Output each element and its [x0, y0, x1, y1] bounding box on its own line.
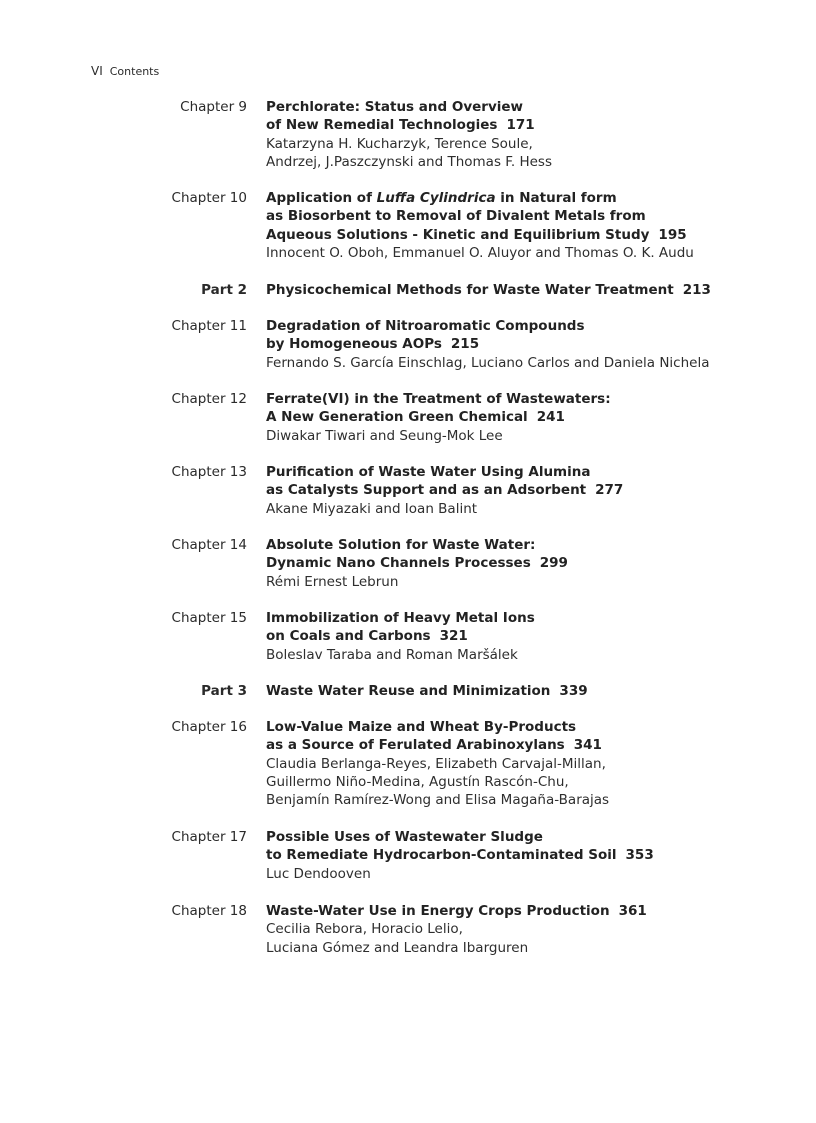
part-label: Part 3 — [201, 683, 247, 699]
part-label: Part 2 — [201, 282, 247, 298]
entry-body — [266, 682, 806, 700]
entry-body — [266, 281, 806, 299]
page-number: 321 — [439, 628, 468, 645]
chapter-title-text: on Coals and Carbons — [266, 628, 431, 645]
page-number: 353 — [625, 847, 654, 864]
chapter-title-line: Immobilization of Heavy Metal Ions — [266, 610, 535, 626]
chapter-label: Chapter 15 — [171, 610, 247, 626]
chapter-label: Chapter 16 — [171, 719, 247, 735]
chapter-authors: Fernando S. García Einschlag, Luciano Carlos and Daniela Nichela — [266, 354, 710, 371]
chapter-title-line — [266, 736, 806, 754]
chapter-title-line: Perchlorate: Status and Overview — [266, 99, 524, 115]
chapter-title-text: Waste-Water Use in Energy Crops Production — [266, 903, 610, 919]
chapter-authors: Luc Dendooven — [266, 865, 371, 882]
chapter-authors: Rémi Ernest Lebrun — [266, 573, 399, 590]
part-title-text: Physicochemical Methods for Waste Water Treatment — [266, 282, 674, 298]
toc-entry-chapter-12[interactable] — [0, 390, 816, 470]
entry-body — [266, 536, 806, 591]
chapter-authors: Boleslav Taraba and Roman Maršálek — [266, 646, 518, 663]
chapter-title-text: Dynamic Nano Channels Processes — [266, 555, 531, 572]
page-number: 215 — [450, 336, 480, 353]
page-number: 277 — [595, 482, 624, 499]
chapter-label: Chapter 12 — [171, 391, 247, 407]
chapter-title-line — [266, 116, 806, 134]
running-head — [91, 64, 159, 79]
page-number: 195 — [658, 226, 687, 243]
chapter-authors: Guillermo Niño-Medina, Agustín Rascón-Chu, — [266, 773, 569, 790]
chapter-title-text: in Natural form — [495, 190, 617, 206]
entry-body — [266, 902, 806, 957]
chapter-title-line — [266, 408, 806, 426]
page-number: 213 — [682, 282, 711, 298]
part-title-text: Waste Water Reuse and Minimization — [266, 683, 551, 699]
chapter-title-line — [266, 226, 806, 244]
toc-entry-chapter-11[interactable] — [0, 317, 816, 397]
chapter-authors: Claudia Berlanga-Reyes, Elizabeth Carvajal-Millan, — [266, 755, 606, 772]
entry-body — [266, 828, 806, 883]
chapter-title-text: Application of — [266, 190, 377, 206]
chapter-title-line — [266, 846, 806, 864]
chapter-title-text: A New Generation Green Chemical — [266, 409, 528, 426]
chapter-title-line — [266, 481, 806, 499]
part-title-line — [266, 281, 806, 299]
chapter-title-line — [266, 554, 806, 572]
entry-body — [266, 98, 806, 171]
toc-entry-chapter-15[interactable] — [0, 609, 816, 689]
chapter-title-line: Ferrate(VI) in the Treatment of Wastewaters: — [266, 391, 611, 407]
chapter-title-line: as Biosorbent to Removal of Divalent Metals from — [266, 208, 646, 225]
toc-entry-chapter-18[interactable] — [0, 902, 816, 982]
page-number: 241 — [536, 409, 565, 426]
chapter-authors: Akane Miyazaki and Ioan Balint — [266, 500, 478, 517]
entry-body — [266, 463, 806, 518]
chapter-title-text: by Homogeneous AOPs — [266, 336, 442, 353]
chapter-title-line: Low-Value Maize and Wheat By-Products — [266, 719, 577, 735]
chapter-title-text: of New Remedial Technologies — [266, 117, 498, 134]
toc-entry-chapter-9[interactable] — [0, 98, 816, 178]
chapter-label: Chapter 9 — [180, 99, 247, 115]
chapter-title-line — [266, 189, 806, 207]
chapter-title-line: Degradation of Nitroaromatic Compounds — [266, 318, 585, 334]
entry-body — [266, 609, 806, 664]
entry-body — [266, 718, 806, 809]
chapter-title-line: Possible Uses of Wastewater Sludge — [266, 829, 543, 845]
chapter-authors: Andrzej, J.Paszczynski and Thomas F. Hess — [266, 153, 552, 170]
chapter-authors: Benjamín Ramírez-Wong and Elisa Magaña-Barajas — [266, 792, 610, 809]
chapter-title-line: Purification of Waste Water Using Alumina — [266, 464, 591, 480]
chapter-label: Chapter 13 — [171, 464, 247, 480]
part-title-line — [266, 682, 806, 700]
chapter-title-italic: Luffa Cylindrica — [376, 190, 496, 206]
chapter-authors: Luciana Gómez and Leandra Ibarguren — [266, 939, 529, 956]
chapter-authors: Katarzyna H. Kucharzyk, Terence Soule, — [266, 135, 533, 152]
page-number: 341 — [573, 737, 602, 754]
chapter-authors: Innocent O. Oboh, Emmanuel O. Aluyor and Thomas O. K. Audu — [266, 244, 694, 261]
chapter-title-text: as Catalysts Support and as an Adsorbent — [266, 482, 587, 499]
chapter-title-text: as a Source of Ferulated Arabinoxylans — [266, 737, 565, 754]
running-head-section: Contents — [109, 65, 160, 78]
toc-entry-chapter-16[interactable] — [0, 718, 816, 818]
chapter-title-text: to Remediate Hydrocarbon-Contaminated Soil — [266, 847, 617, 864]
page-number: 339 — [559, 683, 588, 699]
chapter-title-line: Absolute Solution for Waste Water: — [266, 537, 536, 553]
chapter-title-text: Aqueous Solutions - Kinetic and Equilibrium Study — [266, 226, 650, 243]
chapter-authors: Cecilia Rebora, Horacio Lelio, — [266, 921, 463, 938]
chapter-label: Chapter 10 — [171, 190, 247, 206]
page-folio: VI — [91, 64, 103, 78]
chapter-title-line — [266, 902, 806, 920]
chapter-label: Chapter 18 — [171, 903, 247, 919]
toc-entry-chapter-17[interactable] — [0, 828, 816, 908]
chapter-title-line — [266, 627, 806, 645]
chapter-label: Chapter 11 — [171, 318, 247, 334]
entry-body — [266, 317, 806, 372]
chapter-title-line — [266, 335, 806, 353]
page-number: 171 — [506, 117, 535, 134]
chapter-label: Chapter 17 — [171, 829, 247, 845]
toc-entry-chapter-10[interactable] — [0, 189, 816, 269]
chapter-label: Chapter 14 — [171, 537, 247, 553]
chapter-authors: Diwakar Tiwari and Seung-Mok Lee — [266, 427, 503, 444]
entry-body — [266, 189, 806, 262]
page-number: 299 — [539, 555, 568, 572]
page-number: 361 — [618, 903, 647, 919]
entry-body — [266, 390, 806, 445]
toc-entry-chapter-14[interactable] — [0, 536, 816, 616]
toc-entry-chapter-13[interactable] — [0, 463, 816, 543]
